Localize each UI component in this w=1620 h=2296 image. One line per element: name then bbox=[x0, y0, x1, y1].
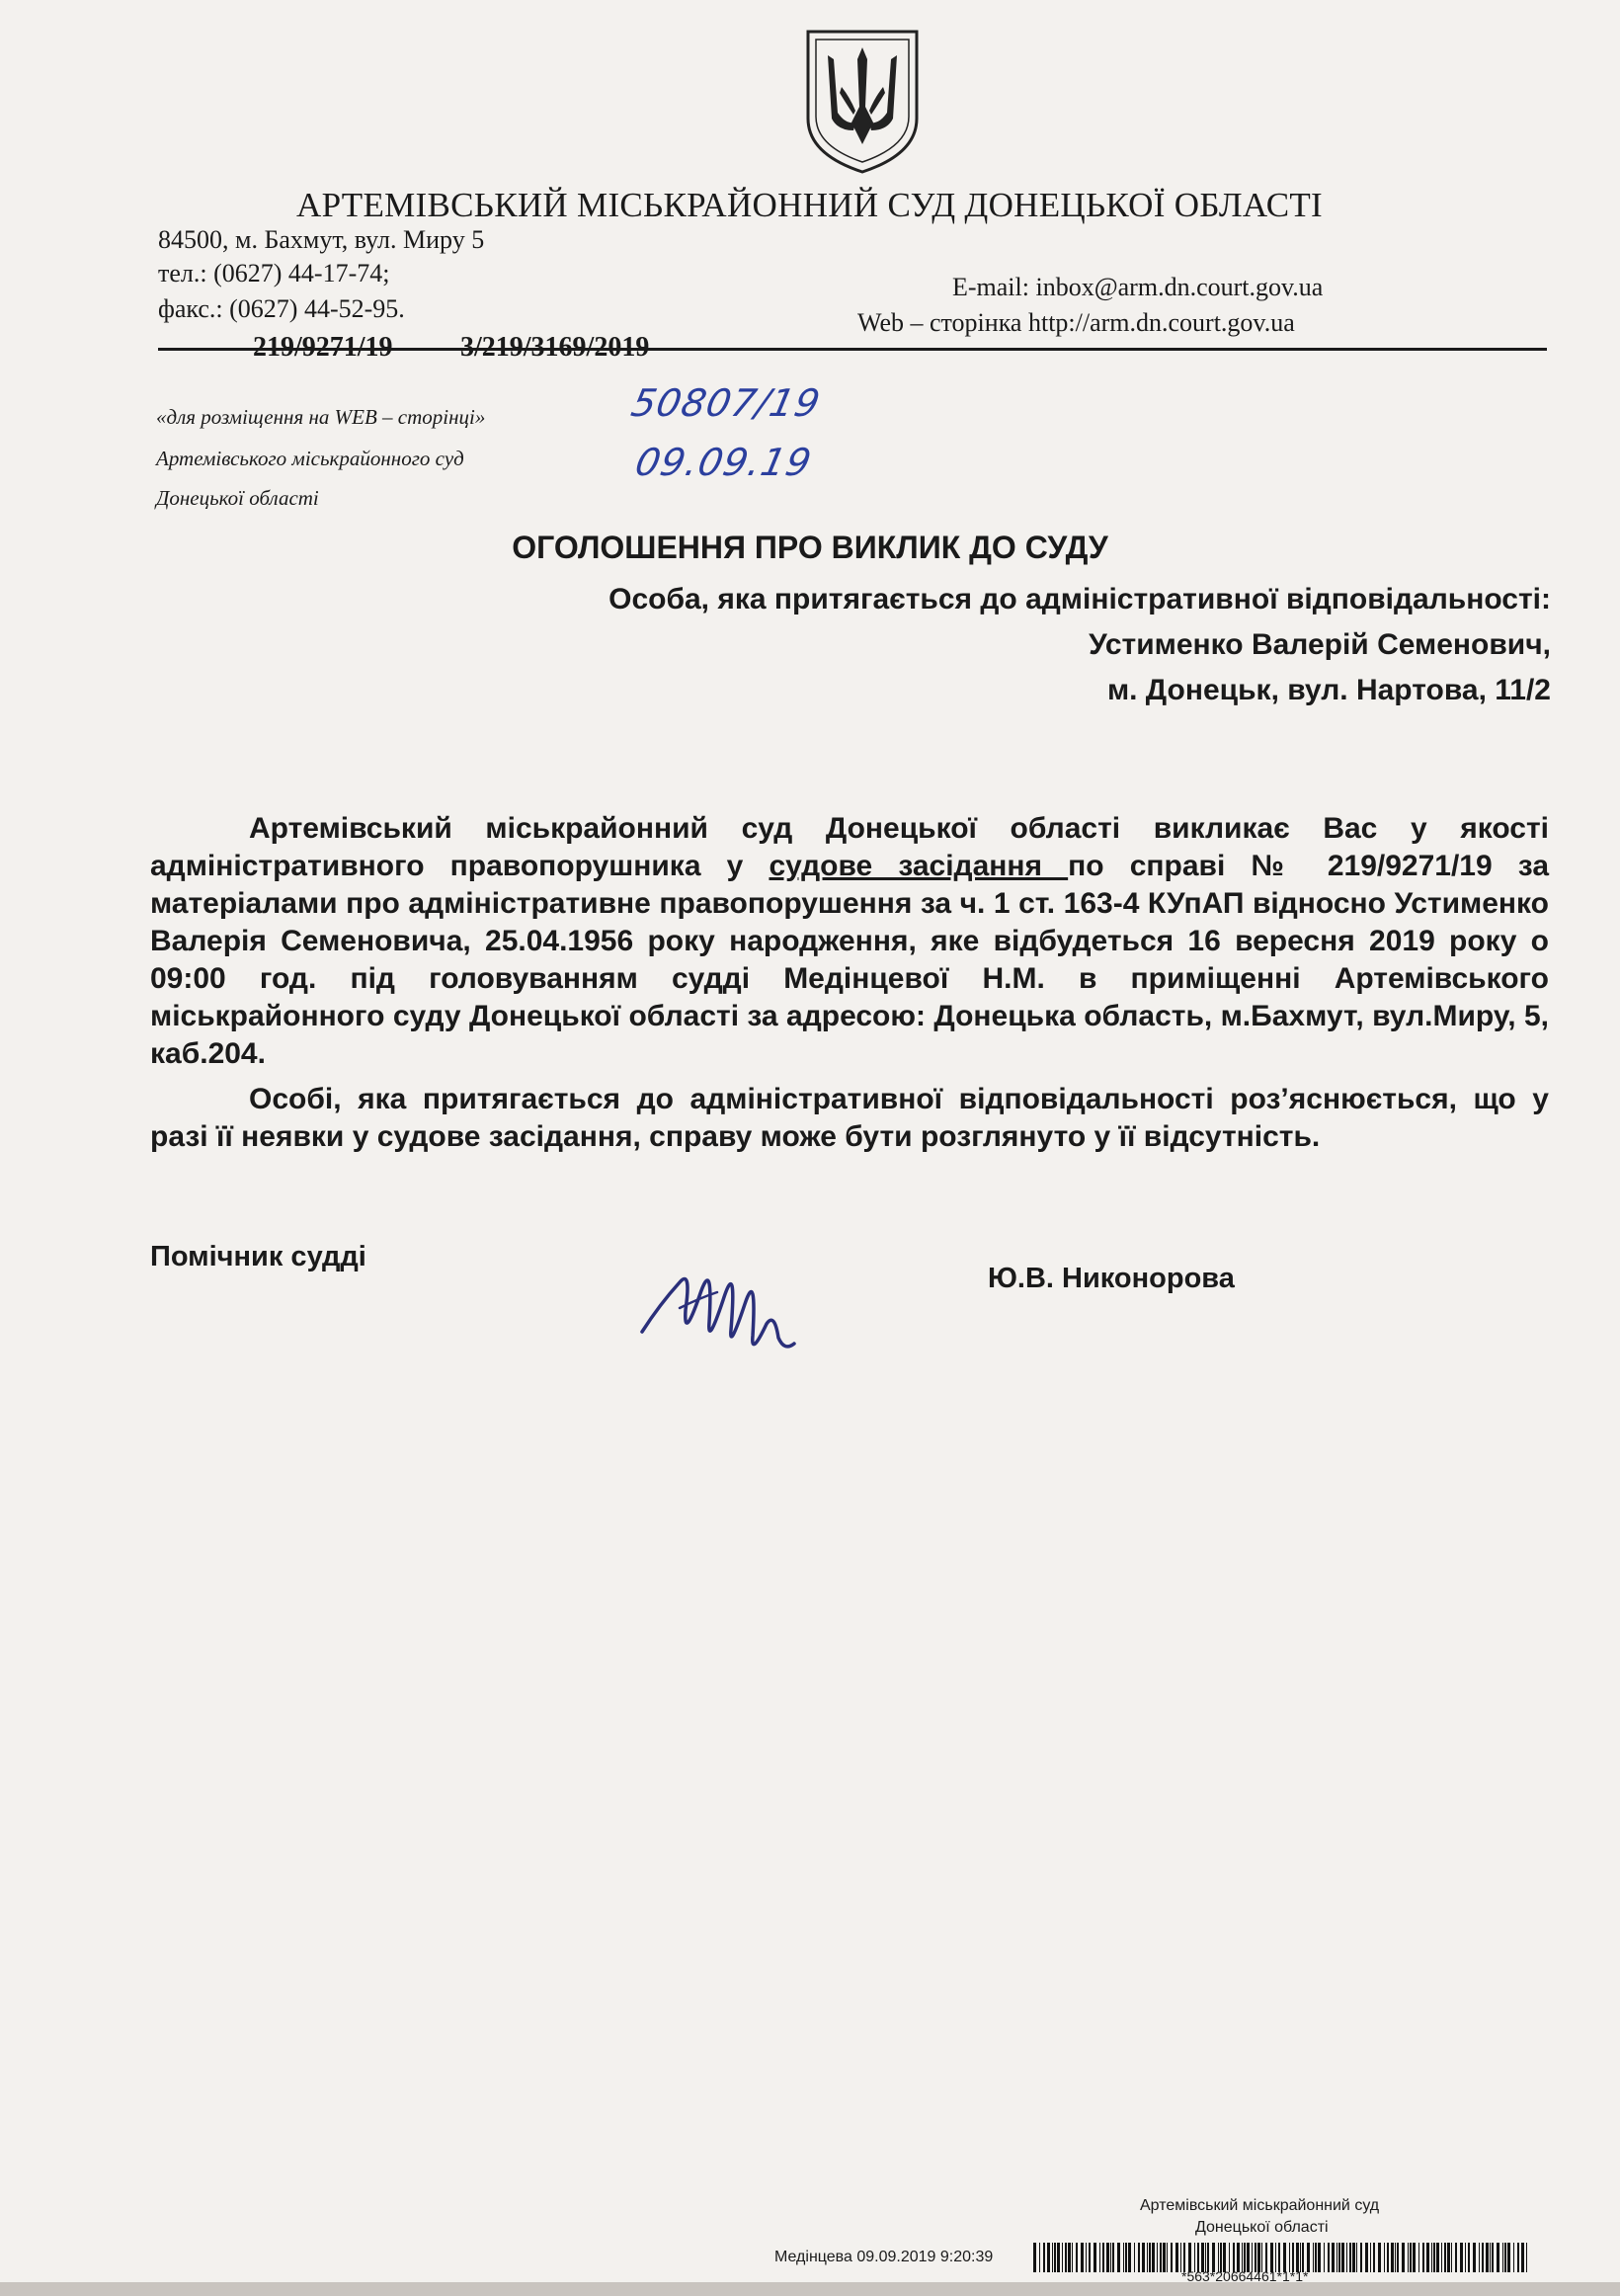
barcode-bar bbox=[1395, 2243, 1396, 2272]
barcode-bar bbox=[1142, 2243, 1145, 2272]
barcode-bar bbox=[1117, 2243, 1120, 2272]
barcode-bar bbox=[1094, 2243, 1096, 2272]
barcode-bar bbox=[1455, 2243, 1457, 2272]
barcode-bar bbox=[1365, 2243, 1368, 2272]
barcode-bar bbox=[1138, 2243, 1140, 2272]
barcode-bar bbox=[1089, 2243, 1091, 2272]
case-number: 219/9271/19 bbox=[253, 332, 393, 363]
barcode-bar bbox=[1517, 2243, 1519, 2272]
barcode-bar bbox=[1492, 2243, 1494, 2272]
barcode-bar bbox=[1349, 2243, 1351, 2272]
barcode-bar bbox=[1072, 2243, 1073, 2272]
barcode-bar bbox=[1341, 2243, 1344, 2272]
handwritten-date: 09.09.19 bbox=[631, 441, 816, 484]
barcode-bar bbox=[1526, 2243, 1527, 2272]
signer-position: Помічник судді bbox=[150, 1241, 366, 1272]
notice-body bbox=[150, 810, 1549, 1156]
barcode-bar bbox=[1332, 2243, 1335, 2272]
court-website: Web – сторінка http://arm.dn.court.gov.ua bbox=[857, 308, 1295, 337]
barcode-bar bbox=[1502, 2243, 1503, 2272]
notice-paragraph-2: Особі, яка притягається до адміністративної відповідальності роз’яснюється, що у разі її неявки у судове засідання, справу може бути розглянуто у її відсутність. bbox=[150, 1083, 1549, 1153]
handwritten-registration-number: 50807/19 bbox=[627, 381, 825, 425]
barcode-bar bbox=[1318, 2243, 1321, 2272]
barcode-bar bbox=[1068, 2243, 1071, 2272]
court-address: 84500, м. Бахмут, вул. Миру 5 bbox=[158, 225, 485, 254]
barcode-bar bbox=[1157, 2243, 1158, 2272]
barcode-bar bbox=[1460, 2243, 1463, 2272]
barcode-bar bbox=[1513, 2243, 1514, 2272]
barcode-bar bbox=[1391, 2243, 1394, 2272]
barcode-bar bbox=[1479, 2243, 1480, 2272]
barcode-bar bbox=[1175, 2243, 1178, 2272]
person-label: Особа, яка притягається до адміністративної відповідальності: bbox=[608, 583, 1551, 615]
barcode-bar bbox=[1422, 2243, 1424, 2272]
barcode-bar bbox=[1099, 2243, 1100, 2272]
barcode-bar bbox=[1076, 2243, 1078, 2272]
person-address: м. Донецьк, вул. Нартова, 11/2 bbox=[1106, 674, 1551, 706]
recipient-line-2: Артемівського міськрайонного суд bbox=[156, 447, 464, 470]
barcode-bar bbox=[1426, 2243, 1429, 2272]
barcode-bar bbox=[1171, 2243, 1173, 2272]
barcode-bar bbox=[1444, 2243, 1446, 2272]
barcode-number: *563*20664461*1*1* bbox=[1181, 2268, 1309, 2284]
notice-paragraph-1 bbox=[150, 810, 1549, 1073]
court-name: АРТЕМІВСЬКИЙ МІСЬКРАЙОННИЙ СУД ДОНЕЦЬКОЇ ОБЛАСТІ bbox=[296, 186, 1324, 224]
barcode-bar bbox=[1110, 2243, 1111, 2272]
barcode-bar bbox=[1397, 2243, 1399, 2272]
barcode-bar bbox=[1356, 2243, 1357, 2272]
barcode-bar bbox=[1387, 2243, 1389, 2272]
court-phone: тел.: (0627) 44-17-74; bbox=[158, 259, 390, 287]
barcode-bar bbox=[1057, 2243, 1060, 2272]
barcode-bar bbox=[1054, 2243, 1056, 2272]
paragraph-1-part-b: по справі № 219/9271/19 за матеріалами про адміністративне правопорушення за ч. 1 ст. 163-4 КУпАП відносно Устименко Валерія Семеновича, 25.04.1956 року народження, яке відбудеться 16 вересня 2019 року о 09:00 год. під головуванням судді Медінцевої Н.М. в приміщенні Артемівського міськрайонного суду Донецької області за адресою: Донецька область, м.Бахмут, вул.Миру, 5, каб.204. bbox=[150, 850, 1550, 1070]
barcode-bar bbox=[1160, 2243, 1162, 2272]
barcode-bar bbox=[1504, 2243, 1506, 2272]
barcode-bar bbox=[1468, 2243, 1470, 2272]
barcode-bar bbox=[1373, 2243, 1375, 2272]
barcode-bar bbox=[1384, 2243, 1385, 2272]
barcode-bar bbox=[1147, 2243, 1148, 2272]
barcode-bar bbox=[1441, 2243, 1442, 2272]
barcode-bar bbox=[1482, 2243, 1484, 2272]
barcode-bar bbox=[1378, 2243, 1381, 2272]
barcode-bar bbox=[1408, 2243, 1409, 2272]
barcode-bar bbox=[1451, 2243, 1452, 2272]
barcode-bar bbox=[1370, 2243, 1371, 2272]
barcode-bar bbox=[1081, 2243, 1084, 2272]
barcode-bar bbox=[1410, 2243, 1412, 2272]
signer-name: Ю.В. Никонорова bbox=[988, 1263, 1235, 1294]
barcode-bar bbox=[1033, 2243, 1036, 2272]
barcode-bar bbox=[1313, 2243, 1314, 2272]
handwritten-signature bbox=[640, 1213, 808, 1371]
coat-of-arms-emblem bbox=[804, 28, 921, 176]
barcode-bar bbox=[1486, 2243, 1489, 2272]
barcode-bar bbox=[1128, 2243, 1131, 2272]
barcode-bar bbox=[1338, 2243, 1340, 2272]
registration-timestamp: Медінцева 09.09.2019 9:20:39 bbox=[774, 2249, 994, 2265]
barcode-bar bbox=[1413, 2243, 1416, 2272]
barcode-bar bbox=[1152, 2243, 1155, 2272]
stamp-court-line-2: Донецької області bbox=[1195, 2219, 1329, 2236]
barcode-bar bbox=[1039, 2243, 1040, 2272]
barcode-bar bbox=[1352, 2243, 1355, 2272]
barcode-bar bbox=[1112, 2243, 1114, 2272]
barcode-bar bbox=[1123, 2243, 1124, 2272]
barcode-bar bbox=[1315, 2243, 1317, 2272]
court-fax: факс.: (0627) 44-52-95. bbox=[158, 294, 405, 323]
barcode-bar bbox=[1052, 2243, 1053, 2272]
barcode-bar bbox=[1473, 2243, 1476, 2272]
barcode-bar bbox=[1431, 2243, 1432, 2272]
barcode-bar bbox=[1047, 2243, 1050, 2272]
barcode-bar bbox=[1346, 2243, 1347, 2272]
barcode-bar bbox=[1086, 2243, 1087, 2272]
barcode-bar bbox=[1125, 2243, 1127, 2272]
barcode-bar bbox=[1149, 2243, 1151, 2272]
document-number: 3/219/3169/2019 bbox=[460, 332, 650, 363]
barcode-bar bbox=[1447, 2243, 1450, 2272]
stamp-court-line-1: Артемівський міськрайонний суд bbox=[1140, 2197, 1380, 2214]
barcode-bar bbox=[1490, 2243, 1491, 2272]
document-title: ОГОЛОШЕННЯ ПРО ВИКЛИК ДО СУДУ bbox=[512, 530, 1108, 565]
barcode-bar bbox=[1360, 2243, 1362, 2272]
barcode-bar bbox=[1521, 2243, 1524, 2272]
court-hearing-underlined: судове засідання bbox=[769, 850, 1069, 882]
paragraph-1-part-a: Артемівський міськрайонний суд Донецької області викликає Вас у якості адміністративного правопорушника у bbox=[150, 812, 1549, 882]
barcode-bar bbox=[1163, 2243, 1166, 2272]
barcode-bar bbox=[1402, 2243, 1405, 2272]
barcode-bar bbox=[1106, 2243, 1109, 2272]
barcode-bar bbox=[1328, 2243, 1330, 2272]
barcode-bar bbox=[1436, 2243, 1439, 2272]
barcode-bar bbox=[1167, 2243, 1168, 2272]
person-name: Устименко Валерій Семенович, bbox=[1089, 628, 1551, 661]
barcode-bar bbox=[1043, 2243, 1045, 2272]
barcode-bar bbox=[1507, 2243, 1510, 2272]
barcode-bar bbox=[1134, 2243, 1135, 2272]
barcode-bar bbox=[1418, 2243, 1419, 2272]
barcode-bar bbox=[1433, 2243, 1435, 2272]
barcode-bar bbox=[1062, 2243, 1063, 2272]
barcode-bar bbox=[1465, 2243, 1466, 2272]
recipient-line-1: «для розміщення на WEB – сторінці» bbox=[156, 405, 486, 429]
barcode-bar bbox=[1324, 2243, 1325, 2272]
barcode-bar bbox=[1497, 2243, 1499, 2272]
court-email: E-mail: inbox@arm.dn.court.gov.ua bbox=[952, 273, 1324, 301]
barcode-bar bbox=[1065, 2243, 1067, 2272]
recipient-line-3: Донецької області bbox=[156, 486, 319, 510]
barcode-bar bbox=[1336, 2243, 1337, 2272]
barcode-bar bbox=[1102, 2243, 1104, 2272]
